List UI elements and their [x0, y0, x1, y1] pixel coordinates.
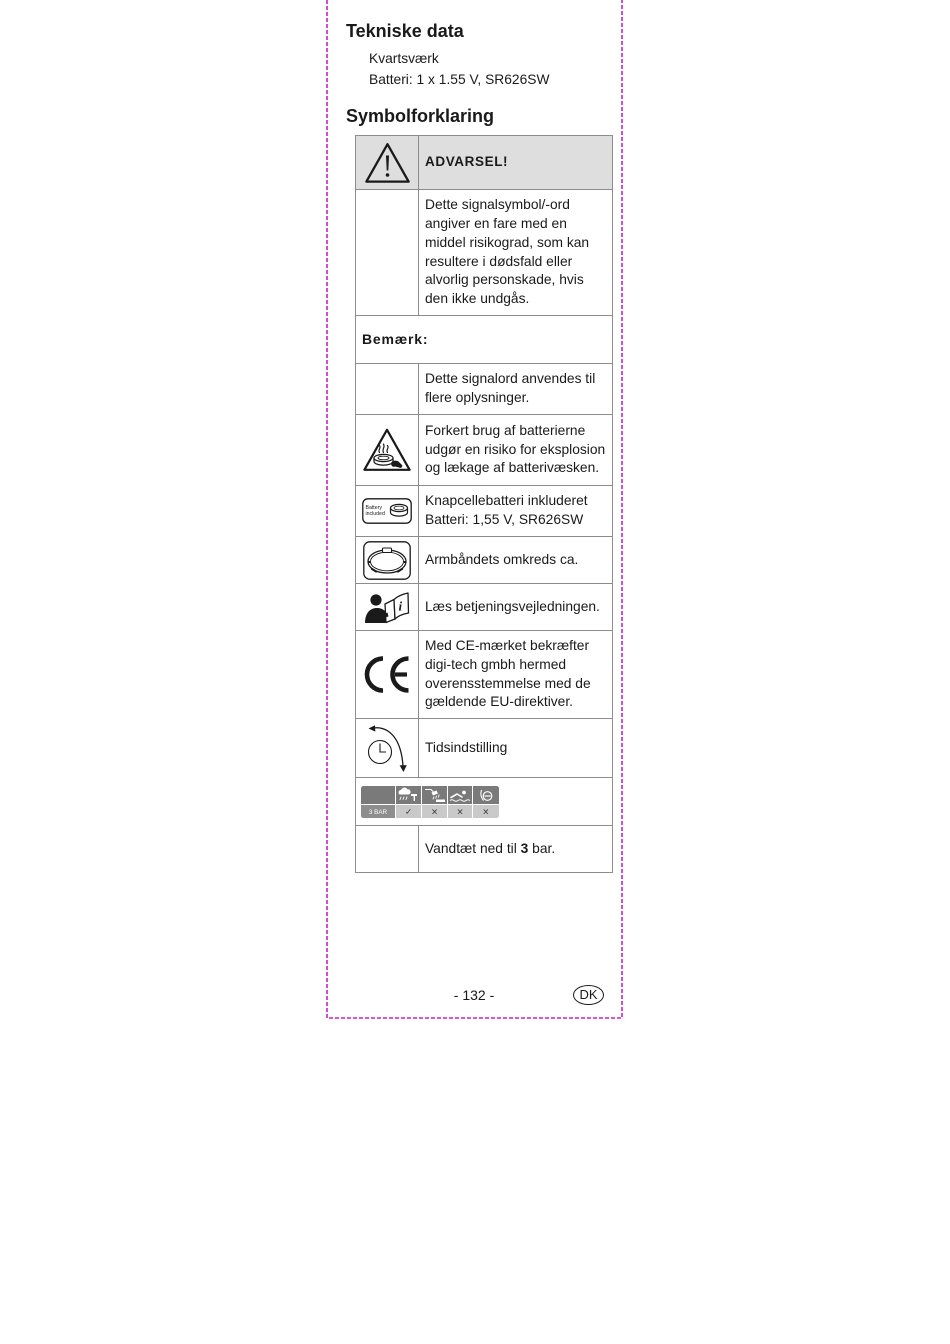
description-line: Armbåndets omkreds ca. — [425, 551, 579, 567]
legend-icon-cell — [356, 136, 419, 190]
legend-row-note-description — [356, 364, 613, 415]
shower-mark: × — [430, 807, 439, 817]
description-line: Forkert brug af batterierne — [425, 422, 586, 438]
description-line: gældende EU-direktiver. — [425, 694, 574, 710]
battery-hazard-icon — [362, 427, 412, 473]
water-bar-value: 3 — [520, 840, 529, 856]
legend-row-battery-included — [356, 486, 613, 537]
legend-icon-cell-empty — [356, 190, 419, 316]
legend-row-water-text — [356, 826, 613, 873]
info-glyph: i — [398, 598, 403, 614]
legend-row-time-setting — [356, 719, 613, 778]
legend-text-cell — [419, 826, 613, 873]
water-chart-cell — [356, 778, 613, 826]
page-number: - 132 - — [453, 987, 495, 1003]
legend-row-water-chart — [356, 778, 613, 826]
legend-row-battery-hazard — [356, 415, 613, 486]
description-line: flere oplysninger. — [425, 390, 530, 405]
technical-data-list — [369, 48, 549, 90]
description-line: den ikke undgås. — [425, 290, 530, 306]
swimming-mark: × — [456, 807, 464, 817]
legend-row-warning-header — [356, 136, 613, 190]
time-setting-icon — [366, 723, 408, 773]
description-line: og lækage af batterivæsken. — [425, 460, 600, 476]
symbol-legend-table — [355, 135, 613, 873]
legend-text-cell — [419, 631, 613, 719]
description-line: Med CE-mærket bekræfter — [425, 638, 590, 654]
bracelet-circumference-icon — [363, 541, 411, 580]
legend-icon-cell — [356, 486, 419, 537]
signal-word-warning: ADVARSEL! — [425, 154, 509, 170]
legend-text-cell — [419, 584, 613, 631]
legend-icon-cell — [356, 719, 419, 778]
legend-text-cell — [419, 190, 613, 316]
legend-icon-cell — [356, 584, 419, 631]
spec-movement: Kvartsværk — [369, 51, 439, 66]
legend-icon-cell — [356, 415, 419, 486]
water-resistance-chart-icon — [361, 786, 499, 818]
spec-battery: Batteri: 1 x 1.55 V, SR626SW — [369, 72, 550, 87]
legend-row-warning-description — [356, 190, 613, 316]
diving-mark: × — [482, 807, 490, 817]
description-line: Tidsindstilling — [425, 739, 508, 755]
country-code: DK — [579, 987, 598, 1002]
description-line: Dette signalsymbol/-ord — [425, 197, 570, 213]
legend-text-cell — [419, 415, 613, 486]
description-line: udgør en risiko for eksplosion — [425, 441, 606, 457]
description-line: angiver en fare med en — [425, 216, 567, 232]
ce-mark-icon — [364, 656, 411, 693]
legend-row-note-header — [356, 316, 613, 364]
country-badge — [573, 985, 604, 1005]
legend-icon-cell-empty — [356, 364, 419, 415]
description-line: middel risikograd, som kan — [425, 234, 590, 250]
description-line: overensstemmelse med de — [425, 675, 591, 691]
battery-included-label-line1: Battery — [365, 505, 382, 511]
read-manual-icon — [364, 590, 410, 624]
battery-included-icon — [362, 498, 412, 524]
battery-included-label-line2: included — [365, 511, 385, 517]
legend-icon-cell — [356, 631, 419, 719]
legend-text-cell — [419, 136, 613, 190]
legend-row-bracelet — [356, 537, 613, 584]
note-label: Bemærk: — [356, 316, 613, 364]
legend-text-cell — [419, 486, 613, 537]
rain-splash-mark: ✓ — [404, 807, 413, 817]
description-line: Dette signalord anvendes til — [425, 371, 596, 387]
legend-row-ce-mark — [356, 631, 613, 719]
description-line: resultere i dødsfald eller — [425, 253, 573, 269]
water-text-suffix: bar. — [528, 840, 556, 856]
water-text-prefix: Vandtæt ned til — [425, 840, 521, 856]
legend-text-cell — [419, 537, 613, 584]
legend-row-read-manual — [356, 584, 613, 631]
warning-triangle-icon — [364, 141, 411, 185]
description-line: Knapcellebatteri inkluderet — [425, 493, 588, 509]
legend-text-cell — [419, 719, 613, 778]
description-line: Læs betjeningsvejledningen. — [425, 598, 600, 614]
description-line: Batteri: 1,55 V, SR626SW — [425, 512, 584, 527]
water-resistance-text — [425, 841, 555, 856]
symbol-legend-heading: Symbolforklaring — [346, 106, 495, 126]
water-rating-label: 3 BAR — [368, 808, 388, 816]
description-line: alvorlig personskade, hvis — [425, 272, 584, 288]
technical-data-heading: Tekniske data — [346, 21, 464, 41]
legend-icon-cell-empty — [356, 826, 419, 873]
description-line: digi-tech gmbh hermed — [425, 656, 567, 672]
legend-text-cell — [419, 364, 613, 415]
legend-icon-cell — [356, 537, 419, 584]
